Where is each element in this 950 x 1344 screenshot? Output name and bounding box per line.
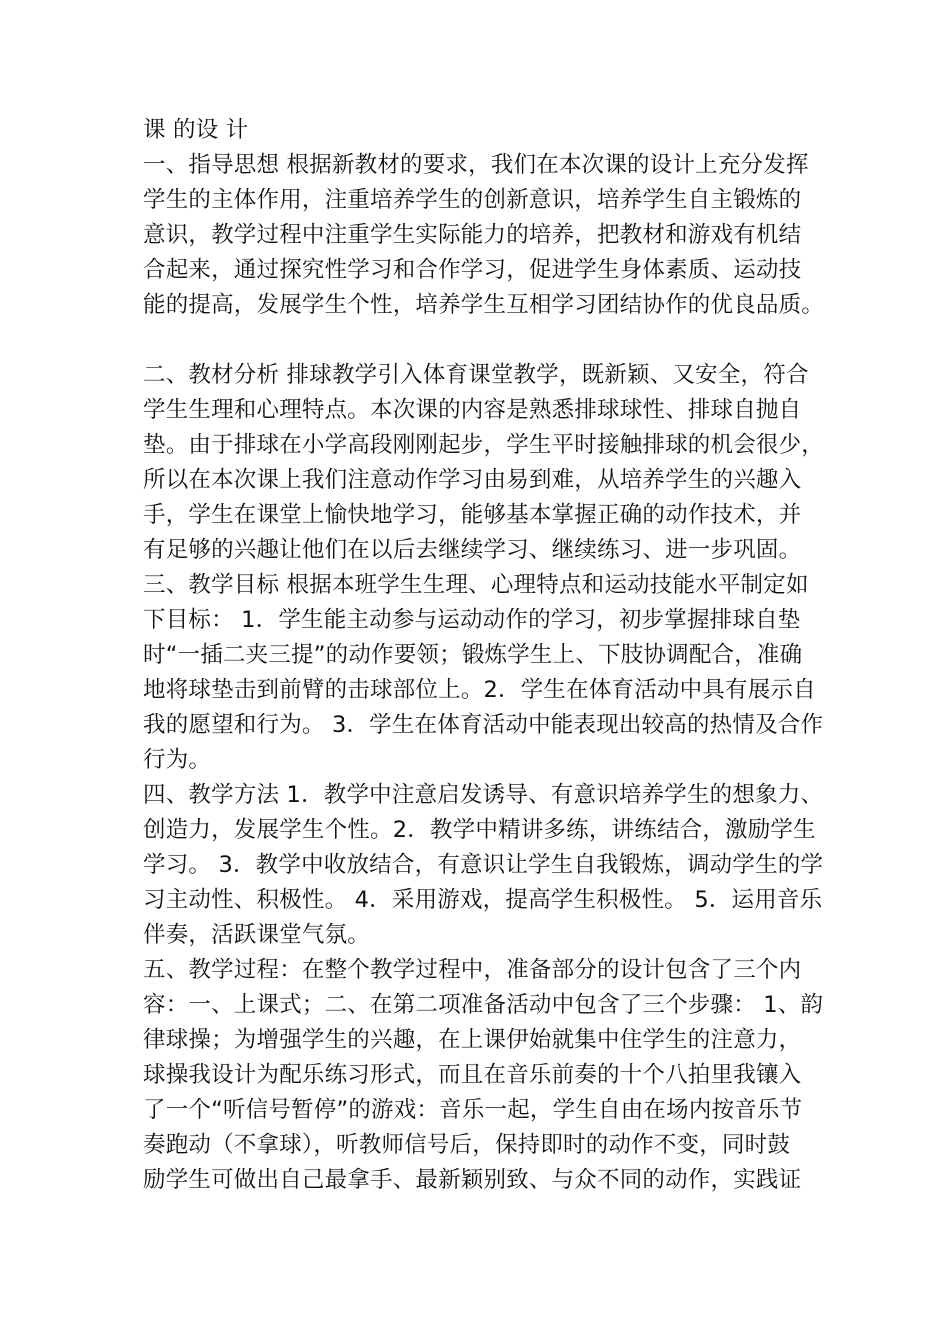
text-line: 创造力，发展学生个性。2．教学中精讲多练，讲练结合，激励学生 (143, 817, 816, 843)
text-line: 意识，教学过程中注重学生实际能力的培养，把教材和游戏有机结 (143, 222, 802, 248)
text-line: 励学生可做出自己最拿手、最新颖别致、与众不同的动作，实践证 (143, 1167, 802, 1193)
text-line: 容：一、上课式；二、在第二项准备活动中包含了三个步骤： 1、韵 (143, 992, 824, 1018)
text-line: 五、教学过程：在整个教学过程中，准备部分的设计包含了三个内 (143, 957, 802, 983)
paragraph-gap (143, 323, 823, 358)
text-line: 三、教学目标 根据本班学生生理、心理特点和运动技能水平制定如 (143, 572, 809, 598)
text-line: 时“一插二夹三提”的动作要领；锻炼学生上、下肢协调配合，准确 (143, 642, 803, 668)
section-guiding-thought (143, 148, 823, 323)
section-teaching-methods (143, 778, 823, 953)
text-line: 我的愿望和行为。 3．学生在体育活动中能表现出较高的热情及合作 (143, 712, 824, 738)
text-line: 合起来，通过探究性学习和合作学习，促进学生身体素质、运动技 (143, 257, 802, 283)
text-line: 手，学生在课堂上愉快地学习，能够基本掌握正确的动作技术，并 (143, 502, 802, 528)
text-line: 球操我设计为配乐练习形式，而且在音乐前奏的十个八拍里我镶入 (143, 1062, 802, 1088)
section-teaching-process (143, 953, 823, 1198)
document-title: 课 的设 计 (143, 117, 249, 143)
text-line: 伴奏，活跃课堂气氛。 (143, 922, 371, 948)
text-line: 下目标： 1．学生能主动参与运动动作的学习，初步掌握排球自垫 (143, 607, 801, 633)
text-line: 奏跑动（不拿球），听教师信号后，保持即时的动作不变，同时鼓 (143, 1132, 791, 1158)
text-line: 学生生理和心理特点。本次课的内容是熟悉排球球性、排球自抛自 (143, 397, 802, 423)
text-line: 律球操；为增强学生的兴趣，在上课伊始就集中住学生的注意力， (143, 1027, 802, 1053)
text-line: 一、指导思想 根据新教材的要求，我们在本次课的设计上充分发挥 (143, 152, 809, 178)
text-line: 能的提高，发展学生个性，培养学生互相学习团结协作的优良品质。 (143, 292, 825, 318)
text-line: 地将球垫击到前臂的击球部位上。2．学生在体育活动中具有展示自 (143, 677, 816, 703)
text-line: 习主动性、积极性。 4．采用游戏，提高学生积极性。 5．运用音乐 (143, 887, 823, 913)
text-line: 所以在本次课上我们注意动作学习由易到难，从培养学生的兴趣入 (143, 467, 802, 493)
text-line: 学习。 3．教学中收放结合，有意识让学生自我锻炼，调动学生的学 (143, 852, 824, 878)
document-page (143, 113, 823, 1198)
text-line: 垫。由于排球在小学高段刚刚起步，学生平时接触排球的机会很少， (143, 432, 825, 458)
text-line: 二、教材分析 排球教学引入体育课堂教学，既新颖、又安全，符合 (143, 362, 809, 388)
text-line: 学生的主体作用，注重培养学生的创新意识，培养学生自主锻炼的 (143, 187, 802, 213)
text-line: 有足够的兴趣让他们在以后去继续学习、继续练习、进一步巩固。 (143, 537, 802, 563)
text-line: 四、教学方法 1．教学中注意启发诱导、有意识培养学生的想象力、 (143, 782, 824, 808)
section-material-analysis (143, 358, 823, 568)
document-body (143, 148, 823, 1198)
text-line: 行为。 (143, 747, 212, 773)
text-line: 了一个“听信号暂停”的游戏：音乐一起，学生自由在场内按音乐节 (143, 1097, 803, 1123)
section-teaching-goals (143, 568, 823, 778)
